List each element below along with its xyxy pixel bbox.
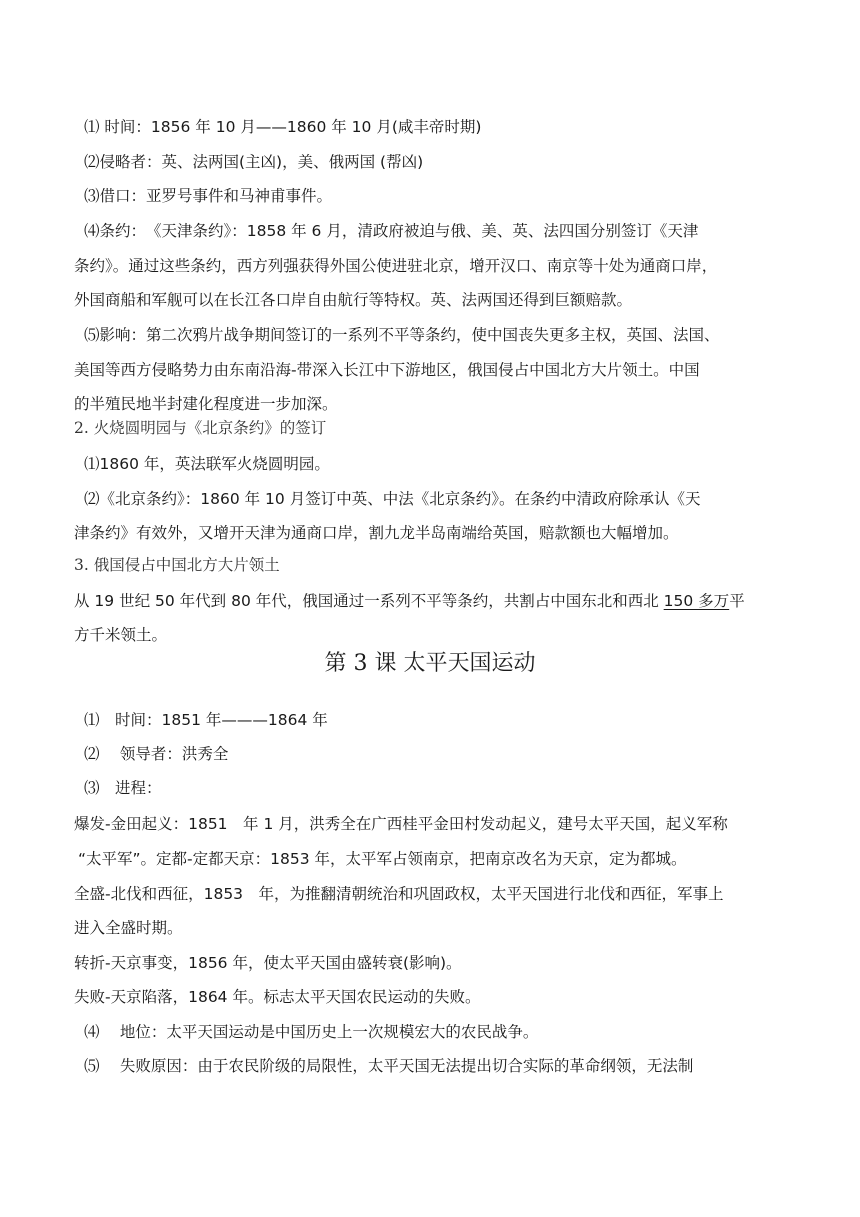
item-failure-reason: ⑸ 失败原因：由于农民阶级的局限性，太平天国无法提出切合实际的革命纲领，无法制 (84, 1057, 694, 1075)
paragraph-beijing-treaty-line2: 津条约》有效外，又增开天津为通商口岸，割九龙半岛南端给英国，赔款额也大幅增加。 (74, 524, 679, 542)
paragraph-pretext: ⑶借口：亚罗号事件和马神甫事件。 (84, 187, 333, 205)
paragraph-impact-line2: 美国等西方侵略势力由东南沿海-带深入长江中下游地区，俄国侵占中国北方大片领土。中国 (74, 361, 700, 379)
process-outbreak-line1: 爆发-金田起义：1851 年 1 月，洪秀全在广西桂平金田村发动起义，建号太平天国，起义军称 (74, 815, 728, 833)
section-heading-3: 3. 俄国侵占中国北方大片领土 (74, 556, 280, 574)
russia-text-b: 平 (729, 592, 745, 610)
section-heading-2: 2. 火烧圆明园与《北京条约》的签订 (74, 419, 327, 437)
lesson-title: 第 3 课 太平天国运动 (324, 651, 536, 676)
item-process: ⑶ 进程： (84, 779, 162, 797)
item-time: ⑴ 时间：1851 年———1864 年 (84, 711, 328, 729)
russia-text-a: 从 19 世纪 50 年代到 80 年代，俄国通过一系列不平等条约，共割占中国东北和西北 (74, 592, 664, 610)
paragraph-treaty-line1: ⑷条约： 《天津条约》：1858 年 6 月，清政府被迫与俄、美、英、法四国分别签订《天津 (84, 222, 699, 240)
paragraph-impact-line3: 的半殖民地半封建化程度进一步加深。 (74, 395, 338, 413)
russia-underlined-area: 150 多万 (663, 592, 730, 610)
process-failure: 失败-天京陷落，1864 年。标志太平天国农民运动的失败。 (74, 988, 481, 1006)
process-turning-point: 转折-天京事变，1856 年，使太平天国由盛转衰(影响)。 (74, 954, 462, 972)
paragraph-aggressors: ⑵侵略者：英、法两国(主凶)，美、俄两国 (帮凶) (84, 153, 424, 171)
process-peak-line2: 进入全盛时期。 (74, 919, 183, 937)
paragraph-russia-line1 (74, 591, 745, 611)
item-status: ⑷ 地位：太平天国运动是中国历史上一次规模宏大的农民战争。 (84, 1023, 539, 1041)
paragraph-russia-line2: 方千米领土。 (74, 626, 168, 644)
paragraph-impact-line1: ⑸影响：第二次鸦片战争期间签订的一系列不平等条约，使中国丧失更多主权，英国、法国、 (84, 326, 720, 344)
item-leader: ⑵ 领导者：洪秀全 (84, 745, 229, 763)
paragraph-burning: ⑴1860 年，英法联军火烧圆明园。 (84, 455, 330, 473)
paragraph-treaty-line3: 外国商船和军舰可以在长江各口岸自由航行等特权。英、法两国还得到巨额赔款。 (74, 291, 633, 309)
paragraph-time: ⑴ 时间：1856 年 10 月——1860 年 10 月(咸丰帝时期) (84, 118, 482, 136)
process-outbreak-line2: “太平军”。定都-定都天京：1853 年，太平军占领南京，把南京改名为天京，定为都城。 (78, 850, 687, 868)
process-peak-line1: 全盛-北伐和西征，1853 年，为推翻清朝统治和巩固政权，太平天国进行北伐和西征，军事上 (74, 885, 724, 903)
paragraph-beijing-treaty-line1: ⑵《北京条约》：1860 年 10 月签订中英、中法《北京条约》。在条约中清政府除承认《天 (84, 490, 701, 508)
paragraph-treaty-line2: 条约》。通过这些条约，西方列强获得外国公使进驻北京，增开汉口、南京等十处为通商口岸， (74, 257, 718, 275)
